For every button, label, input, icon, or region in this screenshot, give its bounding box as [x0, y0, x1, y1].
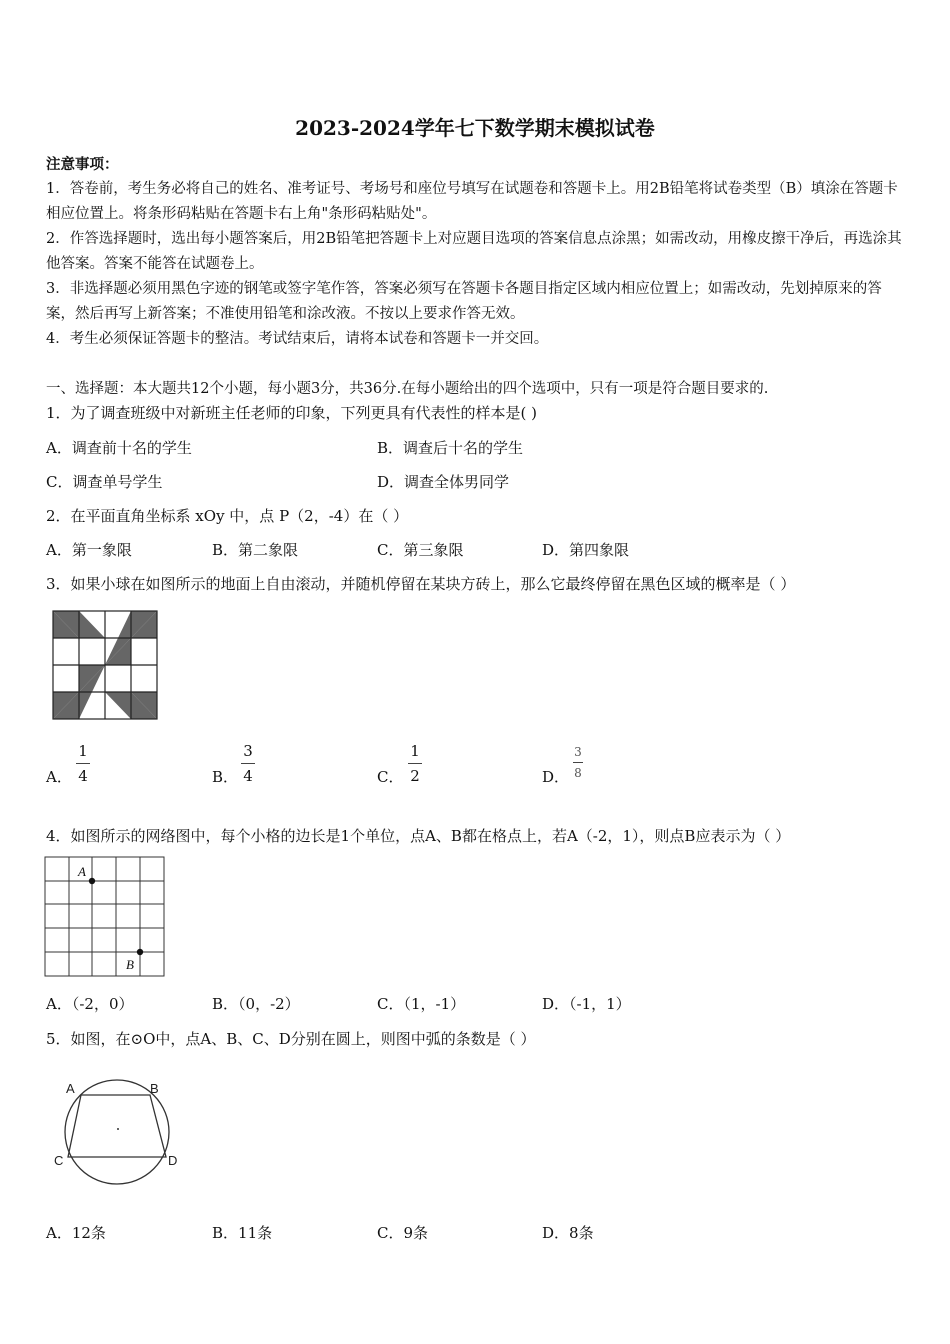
point-a-dot [89, 878, 95, 884]
question-1-stem: 1．为了调查班级中对新班主任老师的印象，下列更具有代表性的样本是( ) [46, 404, 538, 422]
q5-option-b[interactable]: B．11条 [212, 1224, 273, 1242]
question-5-stem: 5．如图，在⊙O中，点A、B、C、D分别在圆上，则图中弧的条数是（ ） [46, 1030, 536, 1048]
question-3-stem: 3．如果小球在如图所示的地面上自由滚动，并随机停留在某块方砖上，那么它最终停留在黑色区域的概率是（ ） [46, 575, 796, 593]
notice-item-3: 3．非选择题必须用黑色字迹的钢笔或签字笔作答，答案必须写在答题卡各题目指定区域内相应位置上；如需改动，先划掉原来的答案，然后再写上新答案；不准使用铅笔和涂改液。不按以上要求作答无效。 [46, 281, 882, 322]
q4-option-d[interactable]: D．（-1，1） [542, 995, 631, 1013]
q2-option-b[interactable]: B．第二象限 [212, 541, 299, 559]
fraction-bar [241, 763, 255, 764]
numerator: 3 [574, 745, 582, 759]
circle-label-b: B [150, 1081, 159, 1096]
notice-item-2: 2．作答选择题时，选出每小题答案后，用2B铅笔把答题卡上对应题目选项的答案信息点涂黑；如需改动，用橡皮擦干净后，再选涂其他答案。答案不能答在试题卷上。 [46, 231, 902, 272]
point-b-dot [137, 949, 143, 955]
q3-option-a-fraction [76, 742, 90, 785]
quadrilateral-abdc [68, 1095, 166, 1157]
q3-option-b-label[interactable]: B． [212, 768, 239, 786]
q2-option-a[interactable]: A．第一象限 [46, 541, 132, 559]
page-title: 2023-2024学年七下数学期末模拟试卷 [295, 116, 655, 140]
notice-heading: 注意事项： [46, 156, 119, 173]
q4-option-b[interactable]: B．（0，-2） [212, 995, 300, 1013]
q5-option-c[interactable]: C．9条 [377, 1224, 429, 1242]
q3-option-a-label[interactable]: A． [46, 768, 72, 786]
point-b-label: B [126, 957, 134, 972]
numerator: 1 [78, 742, 88, 760]
notice-item-1: 1．答卷前，考生务必将自己的姓名、准考证号、考场号和座位号填写在试题卷和答题卡上。用2B铅笔将试卷类型（B）填涂在答题卡相应位置上。将条形码粘贴在答题卡右上角"条形码粘贴处"。 [46, 181, 898, 222]
q5-option-d[interactable]: D．8条 [542, 1224, 594, 1242]
q1-option-a[interactable]: A．调查前十名的学生 [46, 439, 192, 457]
q3-option-c-fraction [408, 742, 422, 785]
q4-option-a[interactable]: A．（-2，0） [46, 995, 134, 1013]
q5-option-a[interactable]: A．12条 [46, 1224, 106, 1242]
notice-item-4: 4．考生必须保证答题卡的整洁。考试结束后，请将本试卷和答题卡一并交回。 [46, 331, 549, 347]
fraction-bar [76, 763, 90, 764]
grid-figure [44, 856, 166, 978]
circle-label-a: A [66, 1081, 75, 1096]
fraction-bar [408, 763, 422, 764]
numerator: 3 [243, 742, 253, 760]
fraction-bar [573, 762, 583, 763]
q1-option-c[interactable]: C．调查单号学生 [46, 473, 163, 491]
denominator: 2 [410, 767, 420, 785]
denominator: 8 [574, 766, 582, 780]
question-4-stem: 4．如图所示的网络图中，每个小格的边长是1个单位，点A、B都在格点上，若A（-2，1），则点B应表示为（ ） [46, 827, 791, 845]
circle-figure [50, 1075, 185, 1190]
point-a-label: A [78, 864, 86, 879]
denominator: 4 [243, 767, 253, 785]
circle-label-d: D [168, 1153, 178, 1168]
q4-option-c[interactable]: C．（1，-1） [377, 995, 466, 1013]
q2-option-c[interactable]: C．第三象限 [377, 541, 464, 559]
q1-option-b[interactable]: B．调查后十名的学生 [377, 439, 524, 457]
denominator: 4 [78, 767, 88, 785]
q3-option-d-label[interactable]: D． [542, 768, 570, 786]
q3-option-b-fraction [241, 742, 255, 785]
q3-option-d-fraction [573, 745, 583, 780]
circle-label-c: C [54, 1153, 64, 1168]
numerator: 1 [410, 742, 420, 760]
tile-floor-figure [52, 610, 158, 720]
q3-option-c-label[interactable]: C． [377, 768, 404, 786]
center-point [117, 1128, 119, 1130]
question-2-stem: 2．在平面直角坐标系 xOy 中，点 P（2，-4）在（ ） [46, 507, 409, 525]
q1-option-d[interactable]: D．调查全体男同学 [377, 473, 510, 491]
section-heading: 一、选择题：本大题共12个小题，每小题3分，共36分.在每小题给出的四个选项中，只有一项是符合题目要求的. [46, 381, 769, 397]
q2-option-d[interactable]: D．第四象限 [542, 541, 630, 559]
